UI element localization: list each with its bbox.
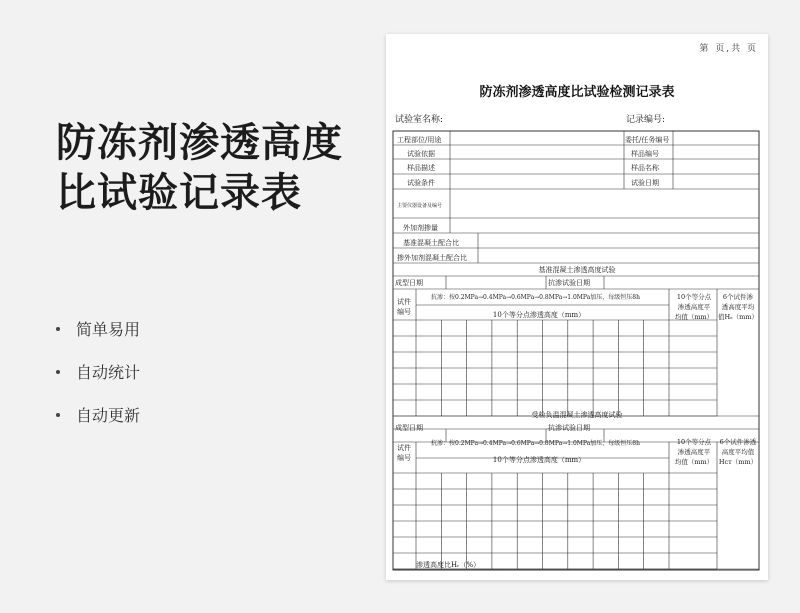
admixture-mix-label: 掺外加剂混凝土配合比 — [397, 254, 467, 262]
base-mix-label: 基准混凝土配合比 — [403, 239, 459, 247]
point-average-header: 10个等分点 — [676, 438, 712, 446]
table-grid — [393, 131, 759, 570]
six-specimen-average-header: Hᴄᴛ（mm） — [718, 458, 758, 466]
points-height-header: 10个等分点渗透高度（mm） — [492, 456, 586, 464]
point-average-header: 渗透高度平 — [677, 303, 711, 311]
six-specimen-average-header: 6个试件渗 — [722, 293, 754, 301]
feature-item — [56, 351, 140, 394]
penetration-height-ratio-label: 渗透高度比Hᵣ（%） — [416, 561, 481, 569]
info-label-test-conditions: 试验条件 — [407, 179, 435, 187]
bullet-icon — [56, 327, 60, 331]
feature-item — [56, 394, 140, 437]
table-border — [393, 131, 759, 570]
specimen-no-label: 试件 — [397, 298, 411, 306]
feature-label: 简单易用 — [76, 320, 141, 339]
specimen-no-label: 编号 — [397, 454, 411, 462]
six-specimen-average-header: 高度平均值 — [721, 448, 755, 456]
bullet-icon — [56, 413, 60, 417]
molding-date-label: 成型日期 — [395, 424, 423, 432]
info-label-sample-no: 样品编号 — [631, 150, 659, 158]
info-label-equipment: 主要仪器设备及编号 — [397, 203, 443, 209]
section-heading: 受检负温混凝土渗透高度试验 — [531, 411, 623, 419]
feature-list — [56, 308, 140, 437]
info-label-project-part: 工程部位/用途 — [397, 136, 442, 144]
bullet-icon — [56, 370, 60, 374]
lab-name-label: 试验室名称: — [395, 115, 444, 125]
molding-date-label: 成型日期 — [395, 279, 423, 287]
document-title: 防冻剂渗透高度比试验检测记录表 — [479, 85, 675, 100]
section-heading: 基准混凝土渗透高度试验 — [538, 266, 616, 274]
feature-item — [56, 308, 140, 351]
pressure-note: 抗渗：按0.2MPa→0.4MPa→0.6MPa→0.8MPa→1.0MPa加压，每级恒压8h — [431, 294, 640, 301]
promo-title-line-2: 比试验记录表 — [56, 170, 302, 216]
six-specimen-average-header: 6个试件渗透 — [719, 438, 757, 446]
specimen-no-label: 试件 — [397, 444, 411, 452]
info-label-commission-no: 委托/任务编号 — [625, 136, 670, 144]
promo-title — [56, 118, 376, 218]
admixture-dosage-label: 外加剂掺量 — [403, 224, 438, 232]
six-specimen-average-header: 透高度平均 — [721, 303, 755, 311]
info-label-sample-desc: 样品描述 — [407, 164, 435, 172]
info-label-test-date: 试验日期 — [631, 179, 659, 187]
feature-label: 自动更新 — [76, 406, 141, 425]
page-number: 第 页,共 页 — [699, 44, 758, 54]
feature-label: 自动统计 — [76, 363, 141, 382]
six-specimen-average-header: 值Hₑ（mm） — [717, 313, 759, 321]
info-label-sample-name: 样品名称 — [631, 164, 659, 172]
record-form-table — [386, 34, 768, 580]
impermeability-test-date-label: 抗渗试验日期 — [548, 279, 590, 287]
promo-title-line-1: 防冻剂渗透高度 — [56, 120, 343, 166]
pressure-note: 抗渗：按0.2MPa→0.4MPa→0.6MPa→0.8MPa→1.0MPa加压，每级恒压8h — [431, 440, 640, 447]
record-number-label: 记录编号: — [626, 115, 666, 125]
record-sheet — [386, 34, 768, 580]
impermeability-test-date-label: 抗渗试验日期 — [548, 424, 590, 432]
info-label-test-basis: 试验依据 — [407, 150, 435, 158]
point-average-header: 均值（mm） — [674, 313, 714, 321]
points-height-header: 10个等分点渗透高度（mm） — [492, 311, 586, 319]
point-average-header: 渗透高度平 — [677, 448, 711, 456]
specimen-no-label: 编号 — [397, 308, 411, 316]
point-average-header: 10个等分点 — [676, 293, 712, 301]
point-average-header: 均值（mm） — [674, 458, 714, 466]
